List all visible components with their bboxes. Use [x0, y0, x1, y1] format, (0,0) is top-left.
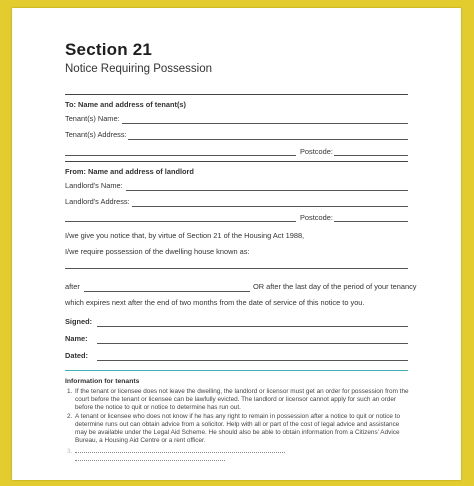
document-subtitle: Notice Requiring Possession [65, 63, 213, 75]
name-label: Name: [65, 334, 88, 343]
note-2-text: A tenant or licensee who does not know if he has any right to remain in possession after a notice to quit or notice to determine runs out can obtain advice from a solicitor. Help with all or part of the cost of legal advice and assistance may be available under the Legal Aid Scheme. He should also be able to obtain information from a Citizens' Advice Bureau, a Housing Aid Centre or a rent officer. [75, 413, 401, 444]
section-rule-1 [65, 161, 408, 162]
note-3-faint-line-2 [75, 460, 225, 461]
landlord-name-label: Landlord's Name: [65, 181, 123, 190]
note-1-number: 1. [67, 388, 73, 395]
landlord-name-field[interactable] [126, 190, 408, 191]
tenant-heading: To: Name and address of tenant(s) [65, 100, 187, 109]
tenant-name-label: Tenant(s) Name: [65, 114, 120, 123]
top-rule [65, 94, 408, 95]
tenant-address-field-2[interactable] [65, 155, 296, 156]
document-title: Section 21 [65, 40, 153, 59]
note-3-number: 3. [67, 448, 73, 455]
landlord-heading: From: Name and address of landlord [65, 167, 194, 176]
dated-label: Dated: [65, 351, 88, 360]
after-label: after [65, 282, 80, 291]
landlord-address-field-2[interactable] [65, 221, 296, 222]
notice-text-4: which expires next after the end of two months from the date of service of this notice to you. [65, 298, 365, 307]
tenant-postcode-field[interactable] [334, 155, 408, 156]
after-text: OR after the last day of the period of your tenancy [253, 282, 417, 291]
after-date-field[interactable] [84, 291, 250, 292]
dated-field[interactable] [97, 360, 408, 361]
notice-text-1: I/we give you notice that, by virtue of Section 21 of the Housing Act 1988, [65, 231, 305, 240]
tenant-postcode-label: Postcode: [300, 147, 333, 156]
landlord-address-label: Landlord's Address: [65, 197, 130, 206]
tenant-address-label: Tenant(s) Address: [65, 130, 127, 139]
signed-label: Signed: [65, 317, 93, 326]
tenant-address-field[interactable] [128, 139, 408, 140]
note-3-faint-line [75, 452, 285, 453]
signed-field[interactable] [97, 326, 408, 327]
notice-text-2: I/we require possession of the dwelling house known as: [65, 247, 250, 256]
name-field[interactable] [97, 343, 408, 344]
info-rule [65, 370, 408, 371]
landlord-postcode-field[interactable] [334, 221, 408, 222]
landlord-postcode-label: Postcode: [300, 213, 333, 222]
landlord-address-field[interactable] [132, 206, 408, 207]
document-page [12, 8, 461, 480]
note-2-number: 2. [67, 413, 73, 420]
info-heading: Information for tenants [65, 378, 140, 385]
dwelling-address-field[interactable] [65, 268, 408, 269]
tenant-name-field[interactable] [122, 123, 408, 124]
note-1-text: If the tenant or licensee does not leave the dwelling, the landlord or licensor must get an order for possession from the court before the tenant or licensee can be lawfully evicted. The landlord or licensor cannot apply for such an order before the notice to quit or notice to determine has run out. [75, 388, 409, 411]
